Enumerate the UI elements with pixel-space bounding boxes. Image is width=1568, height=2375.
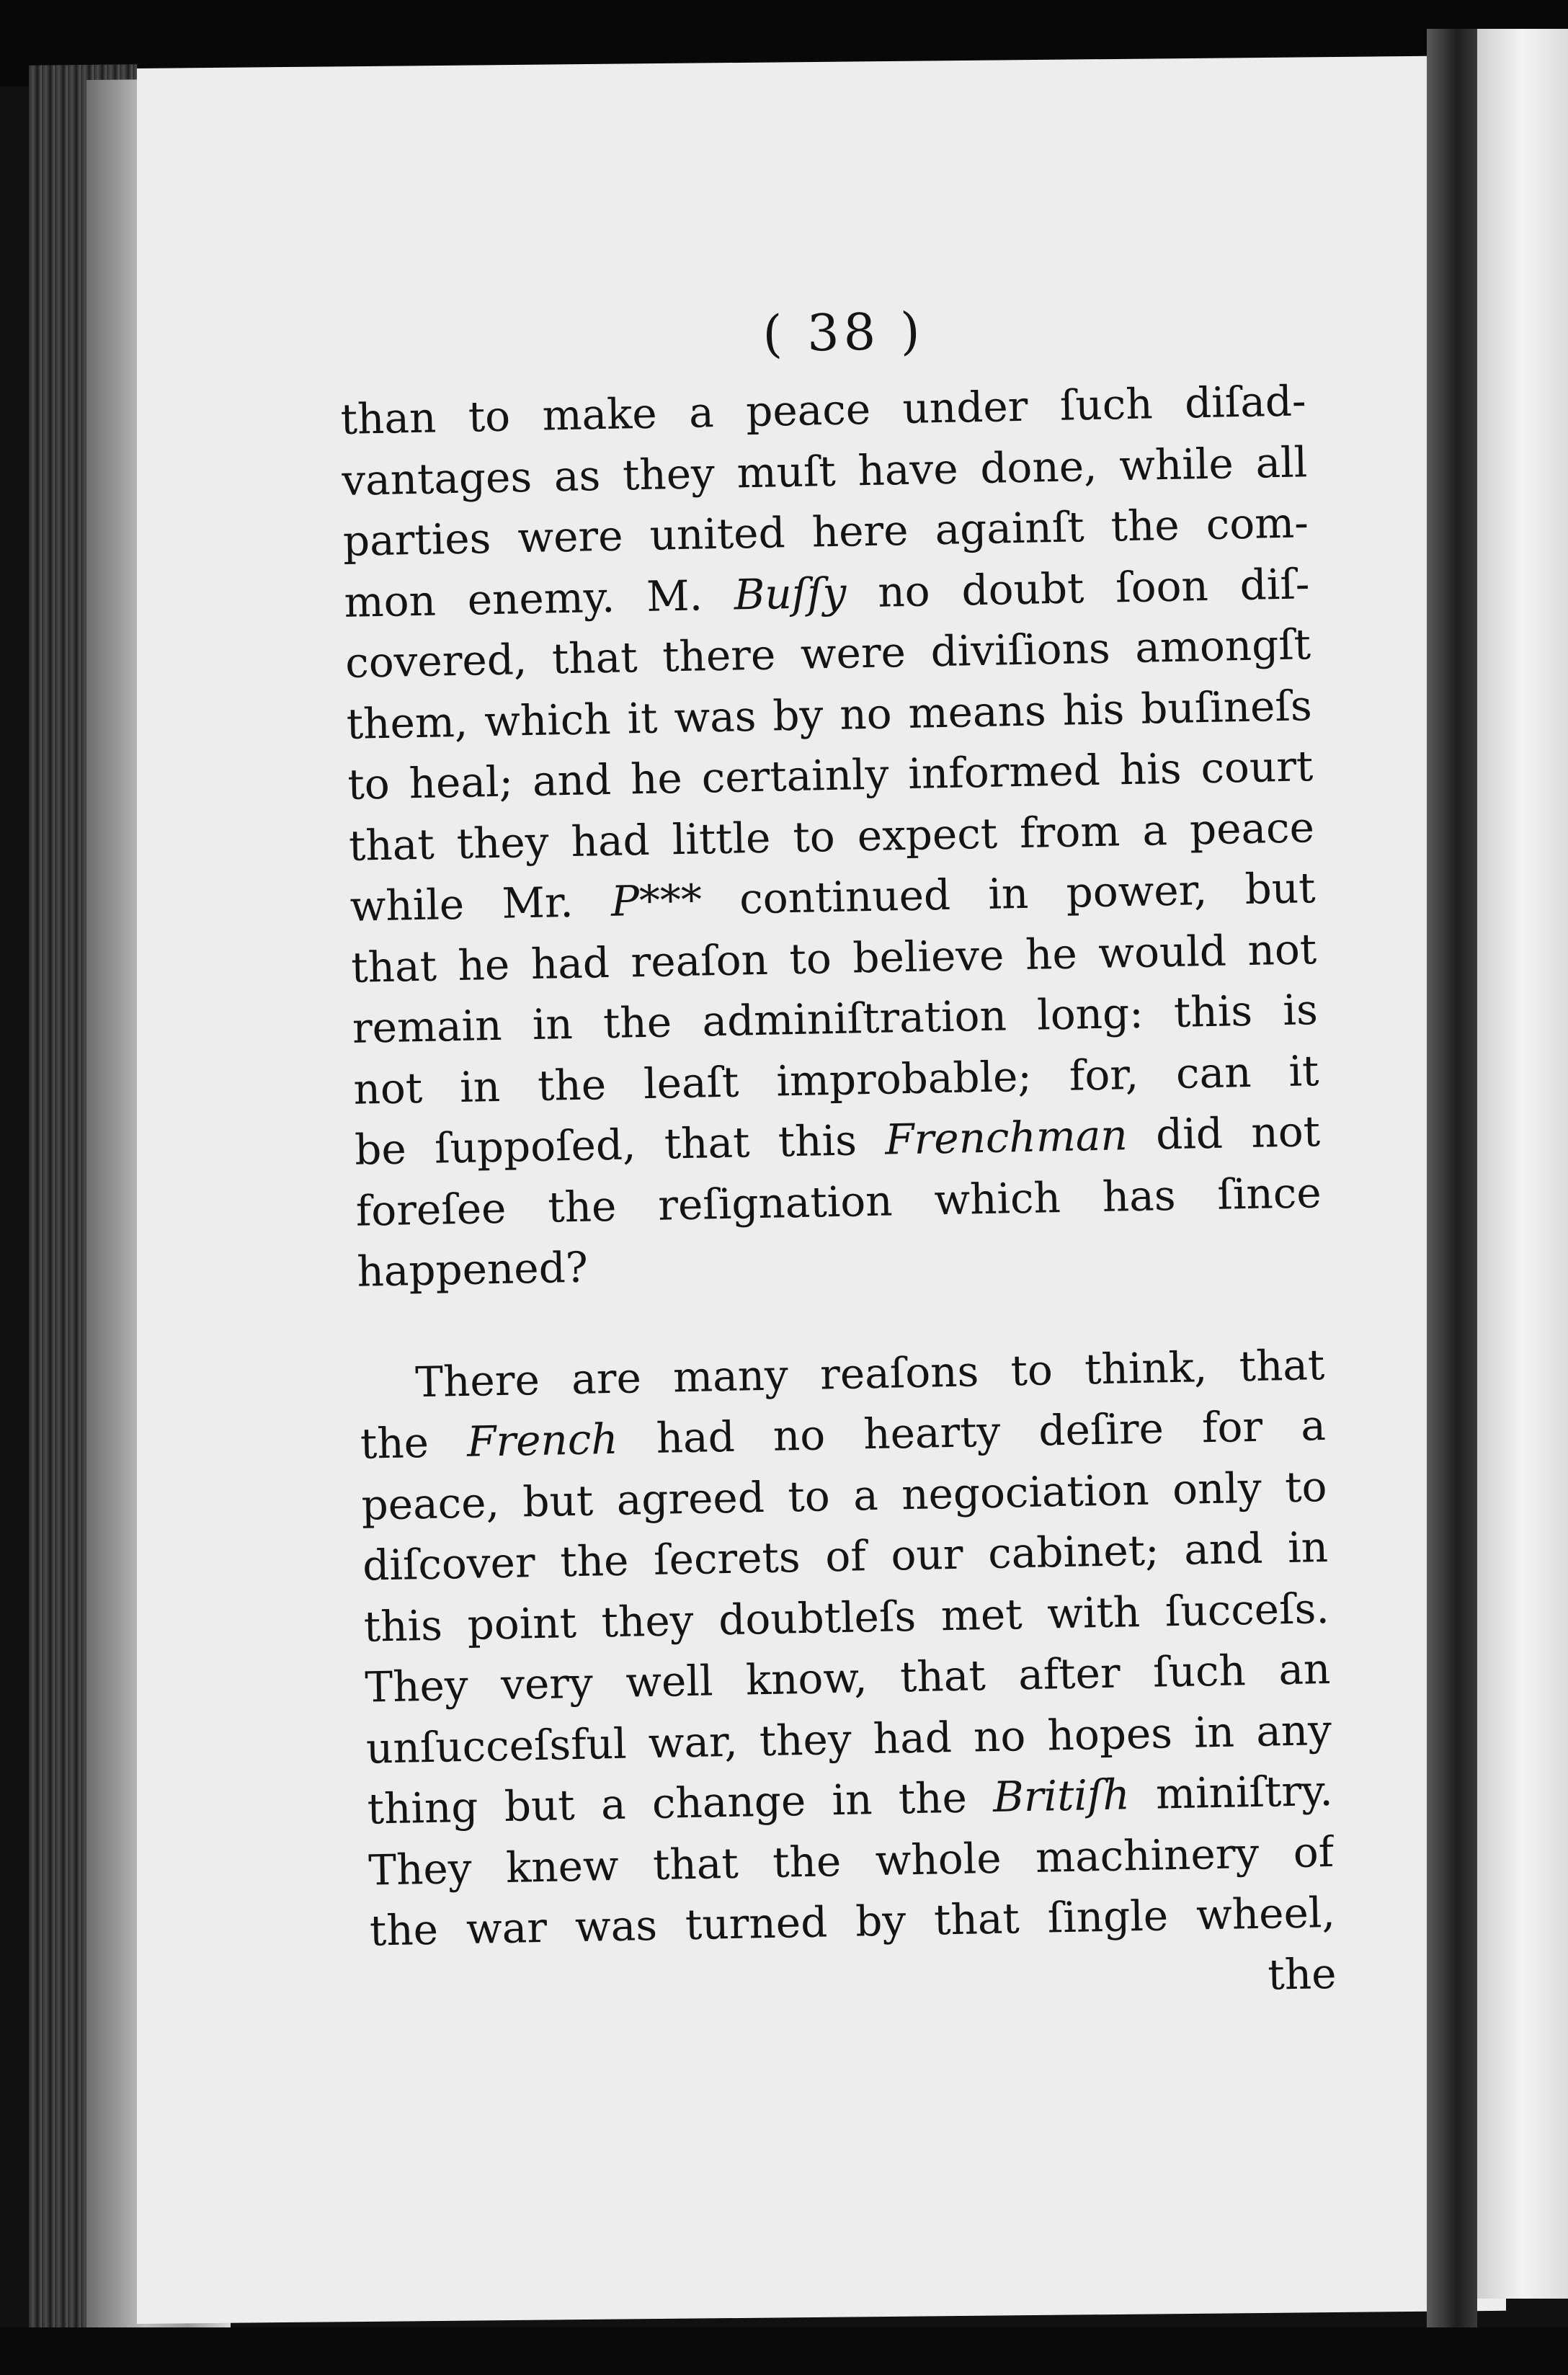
- text-line: peace, but agreed to a negociation only to: [360, 1461, 1328, 1530]
- text-line: foreſee the reſignation which has ſince: [355, 1167, 1322, 1236]
- text-line: the French had no hearty deſire for a: [360, 1400, 1327, 1469]
- page-number: ( 38 ): [762, 301, 925, 364]
- paragraph: [359, 1334, 1336, 1962]
- text-line: vantages as they muſt have done, while all: [341, 437, 1308, 505]
- text-line: thing but a change in the Britiſh miniſtry.: [367, 1765, 1334, 1834]
- text-line: mon enemy. M. Buſſy no doubt ſoon diſ-: [343, 558, 1311, 627]
- text-line: them, which it was by no means his buſineſs: [346, 680, 1313, 749]
- text-line: to heal; and he certainly informed his court: [347, 741, 1314, 809]
- text-line: unſucceſsful war, they had no hopes in any: [365, 1705, 1332, 1773]
- text-line: that he had reaſon to believe he would not: [350, 924, 1317, 992]
- text-line: parties were united here againſt the com-: [342, 498, 1309, 566]
- page-text-block: [339, 298, 1337, 2022]
- text-line: They knew that the whole machinery of: [368, 1827, 1335, 1895]
- body-text: [340, 370, 1336, 1961]
- text-line: happened?: [356, 1242, 589, 1296]
- scan-bottom-border: [0, 2327, 1568, 2375]
- italic-text: Buſſy: [734, 568, 847, 620]
- facing-page-edge: [1477, 29, 1568, 2299]
- text-line: not in the leaſt improbable; for, can it: [352, 1046, 1319, 1114]
- text-line: that they had little to expect from a peace: [348, 802, 1315, 870]
- text-line: than to make a peace under ſuch diſad-: [340, 376, 1307, 444]
- text-line: remain in the adminiſtration long: this is: [352, 985, 1319, 1053]
- book-gutter: [1427, 29, 1477, 2335]
- paragraph: [340, 370, 1323, 1302]
- italic-text: Britiſh: [992, 1770, 1131, 1822]
- italic-text: P***: [610, 875, 703, 926]
- text-line: be ſuppoſed, that this Frenchman did not: [354, 1107, 1321, 1175]
- text-line: the war was turned by that ſingle wheel,: [369, 1887, 1336, 1956]
- text-line: There are many reaſons to think, that: [414, 1340, 1325, 1407]
- text-line: while Mr. P*** continued in power, but: [349, 863, 1317, 931]
- italic-text: French: [466, 1414, 619, 1466]
- text-line: this point they doubtleſs met with ſucceſs.: [363, 1583, 1330, 1652]
- italic-text: Frenchman: [884, 1110, 1128, 1164]
- text-line: They very well know, that after ſuch an: [364, 1644, 1331, 1712]
- catchword: the: [1267, 1948, 1337, 2000]
- text-line: covered, that there were diviſions amongſt: [344, 620, 1311, 687]
- text-line: diſcover the ſecrets of our cabinet; and in: [362, 1522, 1329, 1590]
